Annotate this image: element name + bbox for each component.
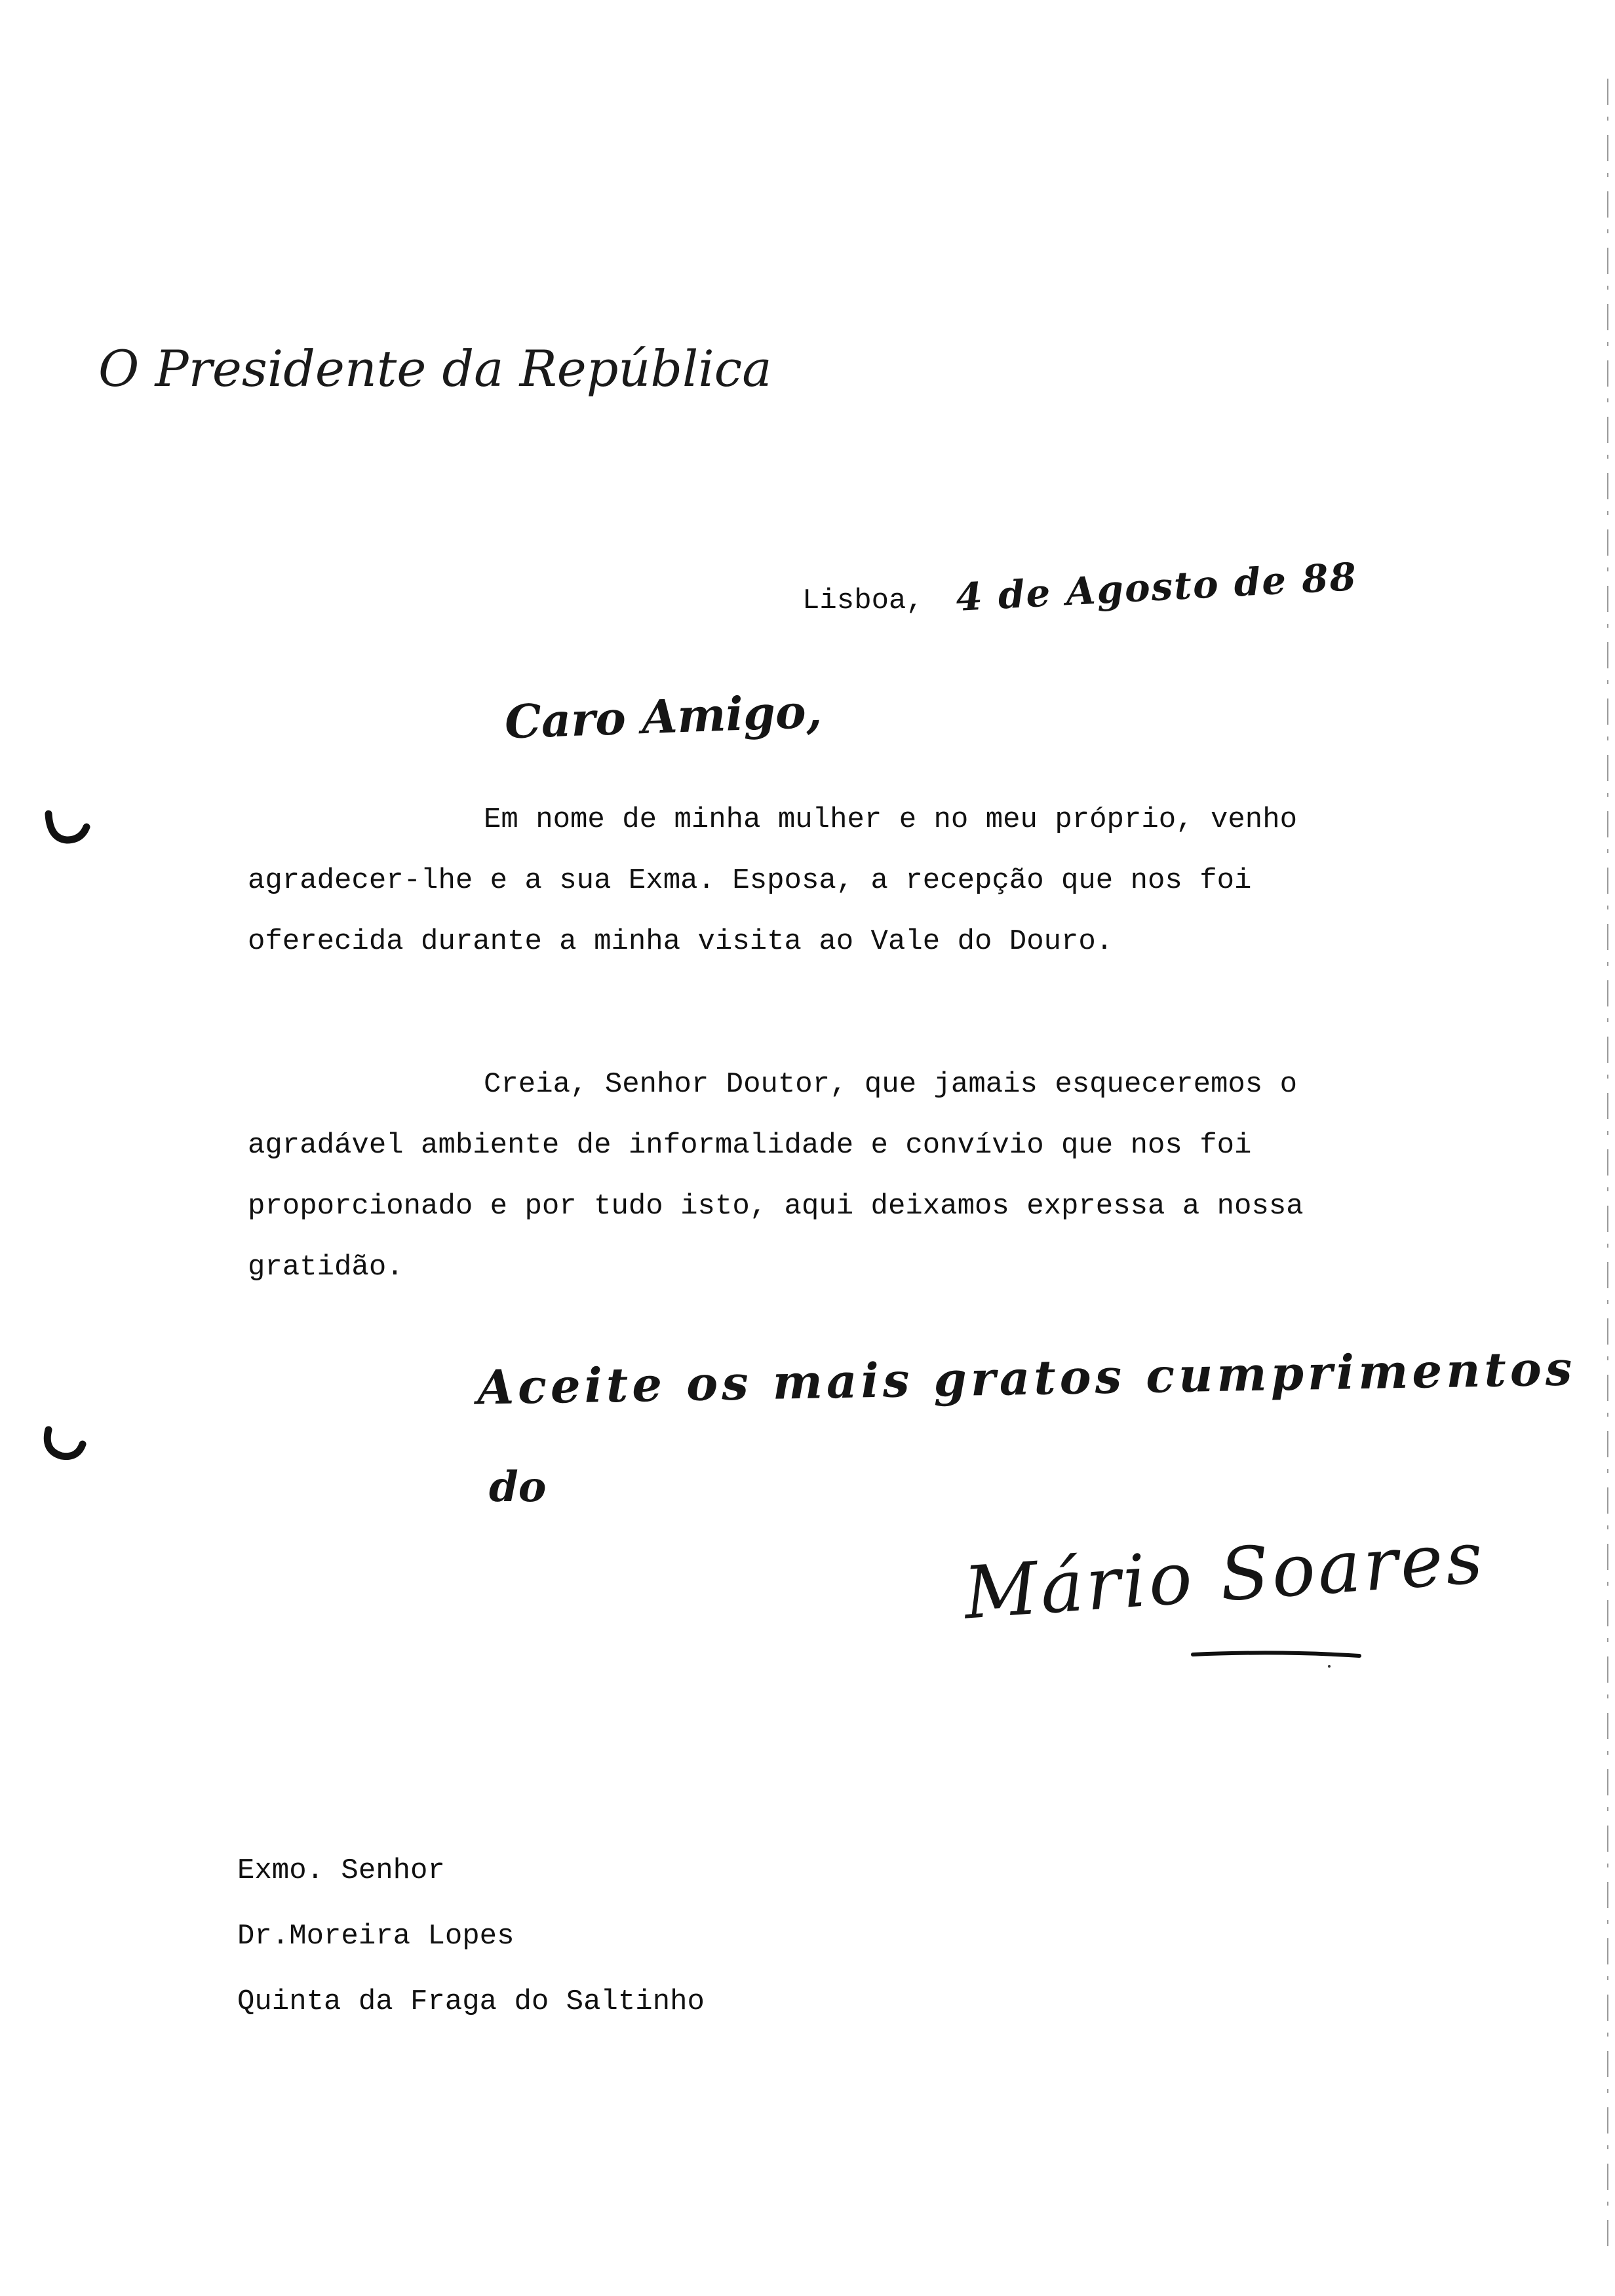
dateline-date-handwritten: 4 de Agosto de 88: [954, 554, 1359, 620]
punch-hole-mark-bottom: [37, 1422, 89, 1468]
recipient-line-2: Dr.Moreira Lopes: [237, 1920, 515, 1953]
body-paragraph-1-line-2: agradecer-lhe e a sua Exma. Esposa, a recepção que nos foi: [248, 864, 1252, 897]
body-paragraph-1: [248, 790, 1480, 972]
signature: Mário Soares: [961, 1515, 1488, 1636]
body-paragraph-2-line-4: gratidão.: [248, 1251, 404, 1284]
body-paragraph-2: [248, 1054, 1480, 1298]
dateline-place: Lisboa,: [802, 584, 924, 617]
scan-edge-line: [1605, 0, 1611, 2296]
body-paragraph-2-line-3: proporcionado e por tudo isto, aqui deixamos expressa a nossa: [248, 1190, 1304, 1223]
closing-line-1: Aceite os mais gratos cumprimentos: [477, 1340, 1577, 1415]
recipient-line-1: Exmo. Senhor: [237, 1854, 445, 1887]
signature-underline: [1186, 1641, 1370, 1668]
recipient-line-3: Quinta da Fraga do Saltinho: [237, 1985, 705, 2018]
body-paragraph-2-line-1: Creia, Senhor Doutor, que jamais esqueceremos o: [484, 1068, 1298, 1101]
letterhead: O Presidente da República: [98, 339, 772, 398]
body-paragraph-2-line-2: agradável ambiente de informalidade e convívio que nos foi: [248, 1129, 1252, 1162]
closing-line-2: do: [489, 1463, 547, 1512]
punch-hole-mark-top: [41, 806, 93, 852]
body-paragraph-1-line-1: Em nome de minha mulher e no meu próprio, venho: [484, 803, 1298, 836]
body-paragraph-1-line-3: oferecida durante a minha visita ao Vale do Douro.: [248, 925, 1114, 958]
salutation: Caro Amigo,: [503, 683, 823, 750]
